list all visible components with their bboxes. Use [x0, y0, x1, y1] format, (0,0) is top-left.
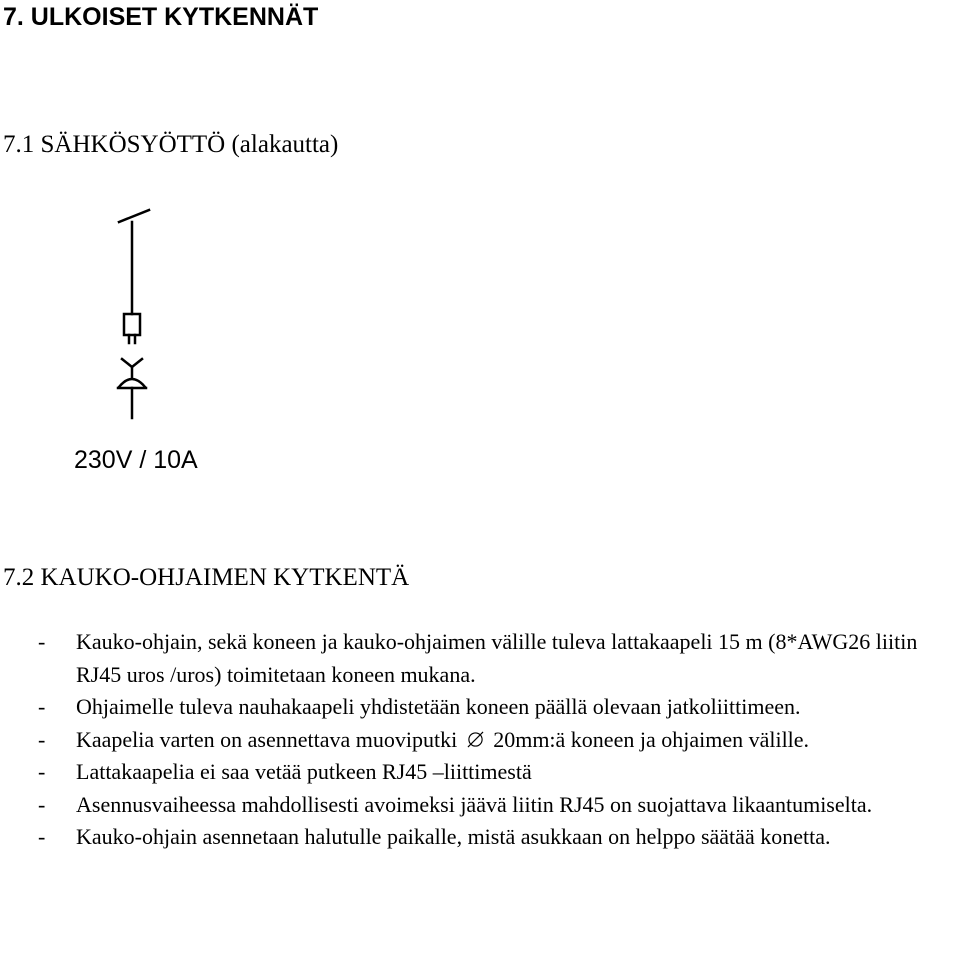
list-item-text: Lattakaapelia ei saa vetää putkeen RJ45 –liittimestä	[76, 759, 532, 784]
list-item	[38, 626, 960, 691]
list-dash: -	[38, 694, 46, 719]
list-dash: -	[38, 726, 46, 752]
list-item-text: Kauko-ohjain asennetaan halutulle paikalle, mistä asukkaan on helppo säätää konetta.	[76, 824, 831, 849]
socket-contact-left-line	[122, 359, 132, 367]
section-1-title: 7.1 SÄHKÖSYÖTTÖ (alakautta)	[3, 131, 339, 158]
list-item	[38, 789, 960, 822]
list-dash: -	[38, 791, 46, 817]
list-item-text-after: 20mm:ä koneen ja ohjaimen välille.	[493, 726, 810, 752]
diameter-icon	[467, 731, 484, 748]
section-2-title: 7.2 KAUKO-OHJAIMEN KYTKENTÄ	[3, 564, 410, 591]
list-item	[38, 821, 960, 854]
plug-body-shape	[124, 314, 140, 335]
list-item-text: Kauko-ohjain, sekä koneen ja kauko-ohjaimen välille tuleva lattakaapeli 15 m (8*AWG26 liitin RJ45 uros /uros) toimitetaan koneen mukana.	[76, 629, 918, 687]
list-item-text: Asennusvaiheessa mahdollisesti avoimeksi jäävä liitin RJ45 on suojattava likaantumiselta.	[76, 791, 873, 817]
list-dash: -	[38, 759, 46, 784]
power-plug-diagram	[100, 200, 170, 430]
page-heading: 7. ULKOISET KYTKENNÄT	[3, 3, 319, 31]
instruction-list	[38, 626, 960, 854]
list-dash: -	[38, 629, 46, 654]
list-item-text: Ohjaimelle tuleva nauhakaapeli yhdistetään koneen päällä olevaan jatkoliittimeen.	[76, 694, 801, 719]
electrical-rating: 230V / 10A	[74, 446, 198, 474]
list-item	[38, 724, 960, 757]
socket-contact-right-line	[132, 359, 142, 367]
switch-blade-line	[119, 210, 149, 222]
list-dash: -	[38, 824, 46, 849]
socket-arc-shape	[119, 379, 145, 387]
list-item	[38, 691, 960, 724]
list-item-text-before: Kaapelia varten on asennettava muoviputki	[76, 726, 458, 752]
list-item	[38, 756, 960, 789]
